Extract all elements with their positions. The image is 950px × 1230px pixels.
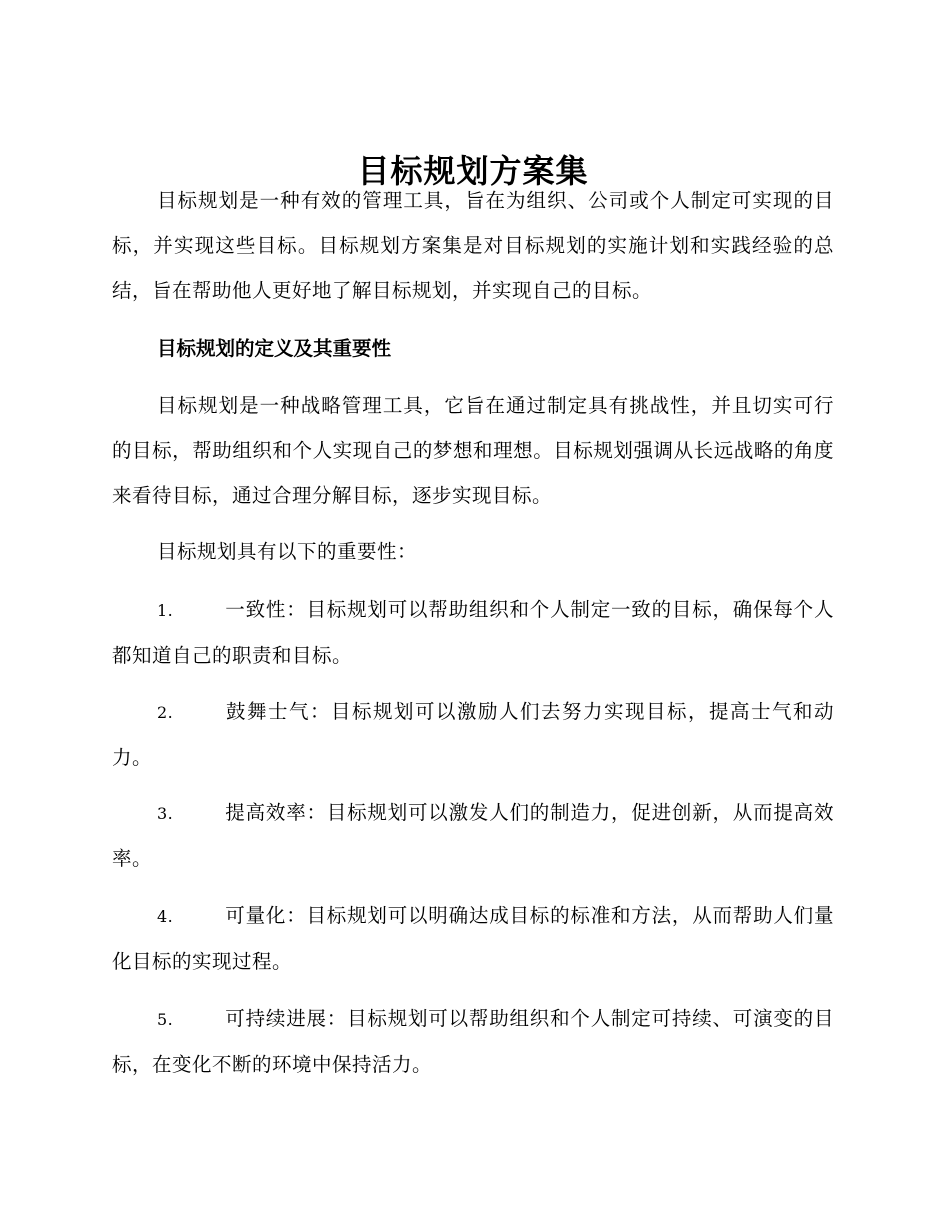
list-text: 鼓舞士气：目标规划可以激励人们去努力实现目标，提高士气和动力。 [112,700,834,769]
section-heading: 目标规划的定义及其重要性 [157,337,392,360]
list-text: 可持续进展：目标规划可以帮助组织和个人制定可持续、可演变的目标，在变化不断的环境中保持活力。 [112,1007,834,1076]
list-item [112,996,834,1087]
list-item [112,893,834,984]
list-number: 1. [157,601,174,620]
list-item [112,689,834,780]
list-number: 5. [157,1010,174,1029]
list-item [112,790,834,881]
list-number: 4. [157,907,174,926]
list-number: 3. [157,804,174,823]
document-title: 目标规划方案集 [357,152,589,191]
list-text: 可量化：目标规划可以明确达成目标的标准和方法，从而帮助人们量化目标的实现过程。 [112,904,834,973]
intro-paragraph: 目标规划是一种有效的管理工具，旨在为组织、公司或个人制定可实现的目标，并实现这些目标。目标规划方案集是对目标规划的实施计划和实践经验的总结，旨在帮助他人更好地了解目标规划，并实现自己的目标。 [112,189,834,302]
definition-paragraph: 目标规划是一种战略管理工具，它旨在通过制定具有挑战性，并且切实可行的目标，帮助组织和个人实现自己的梦想和理想。目标规划强调从长远战略的角度来看待目标，通过合理分解目标，逐步实现目标。 [112,394,834,507]
list-text: 提高效率：目标规划可以激发人们的制造力，促进创新，从而提高效率。 [112,801,834,870]
list-number: 2. [157,703,174,722]
importance-lead-paragraph: 目标规划具有以下的重要性： [157,540,418,563]
list-text: 一致性：目标规划可以帮助组织和个人制定一致的目标，确保每个人都知道自己的职责和目标。 [112,598,834,667]
list-item [112,587,834,678]
